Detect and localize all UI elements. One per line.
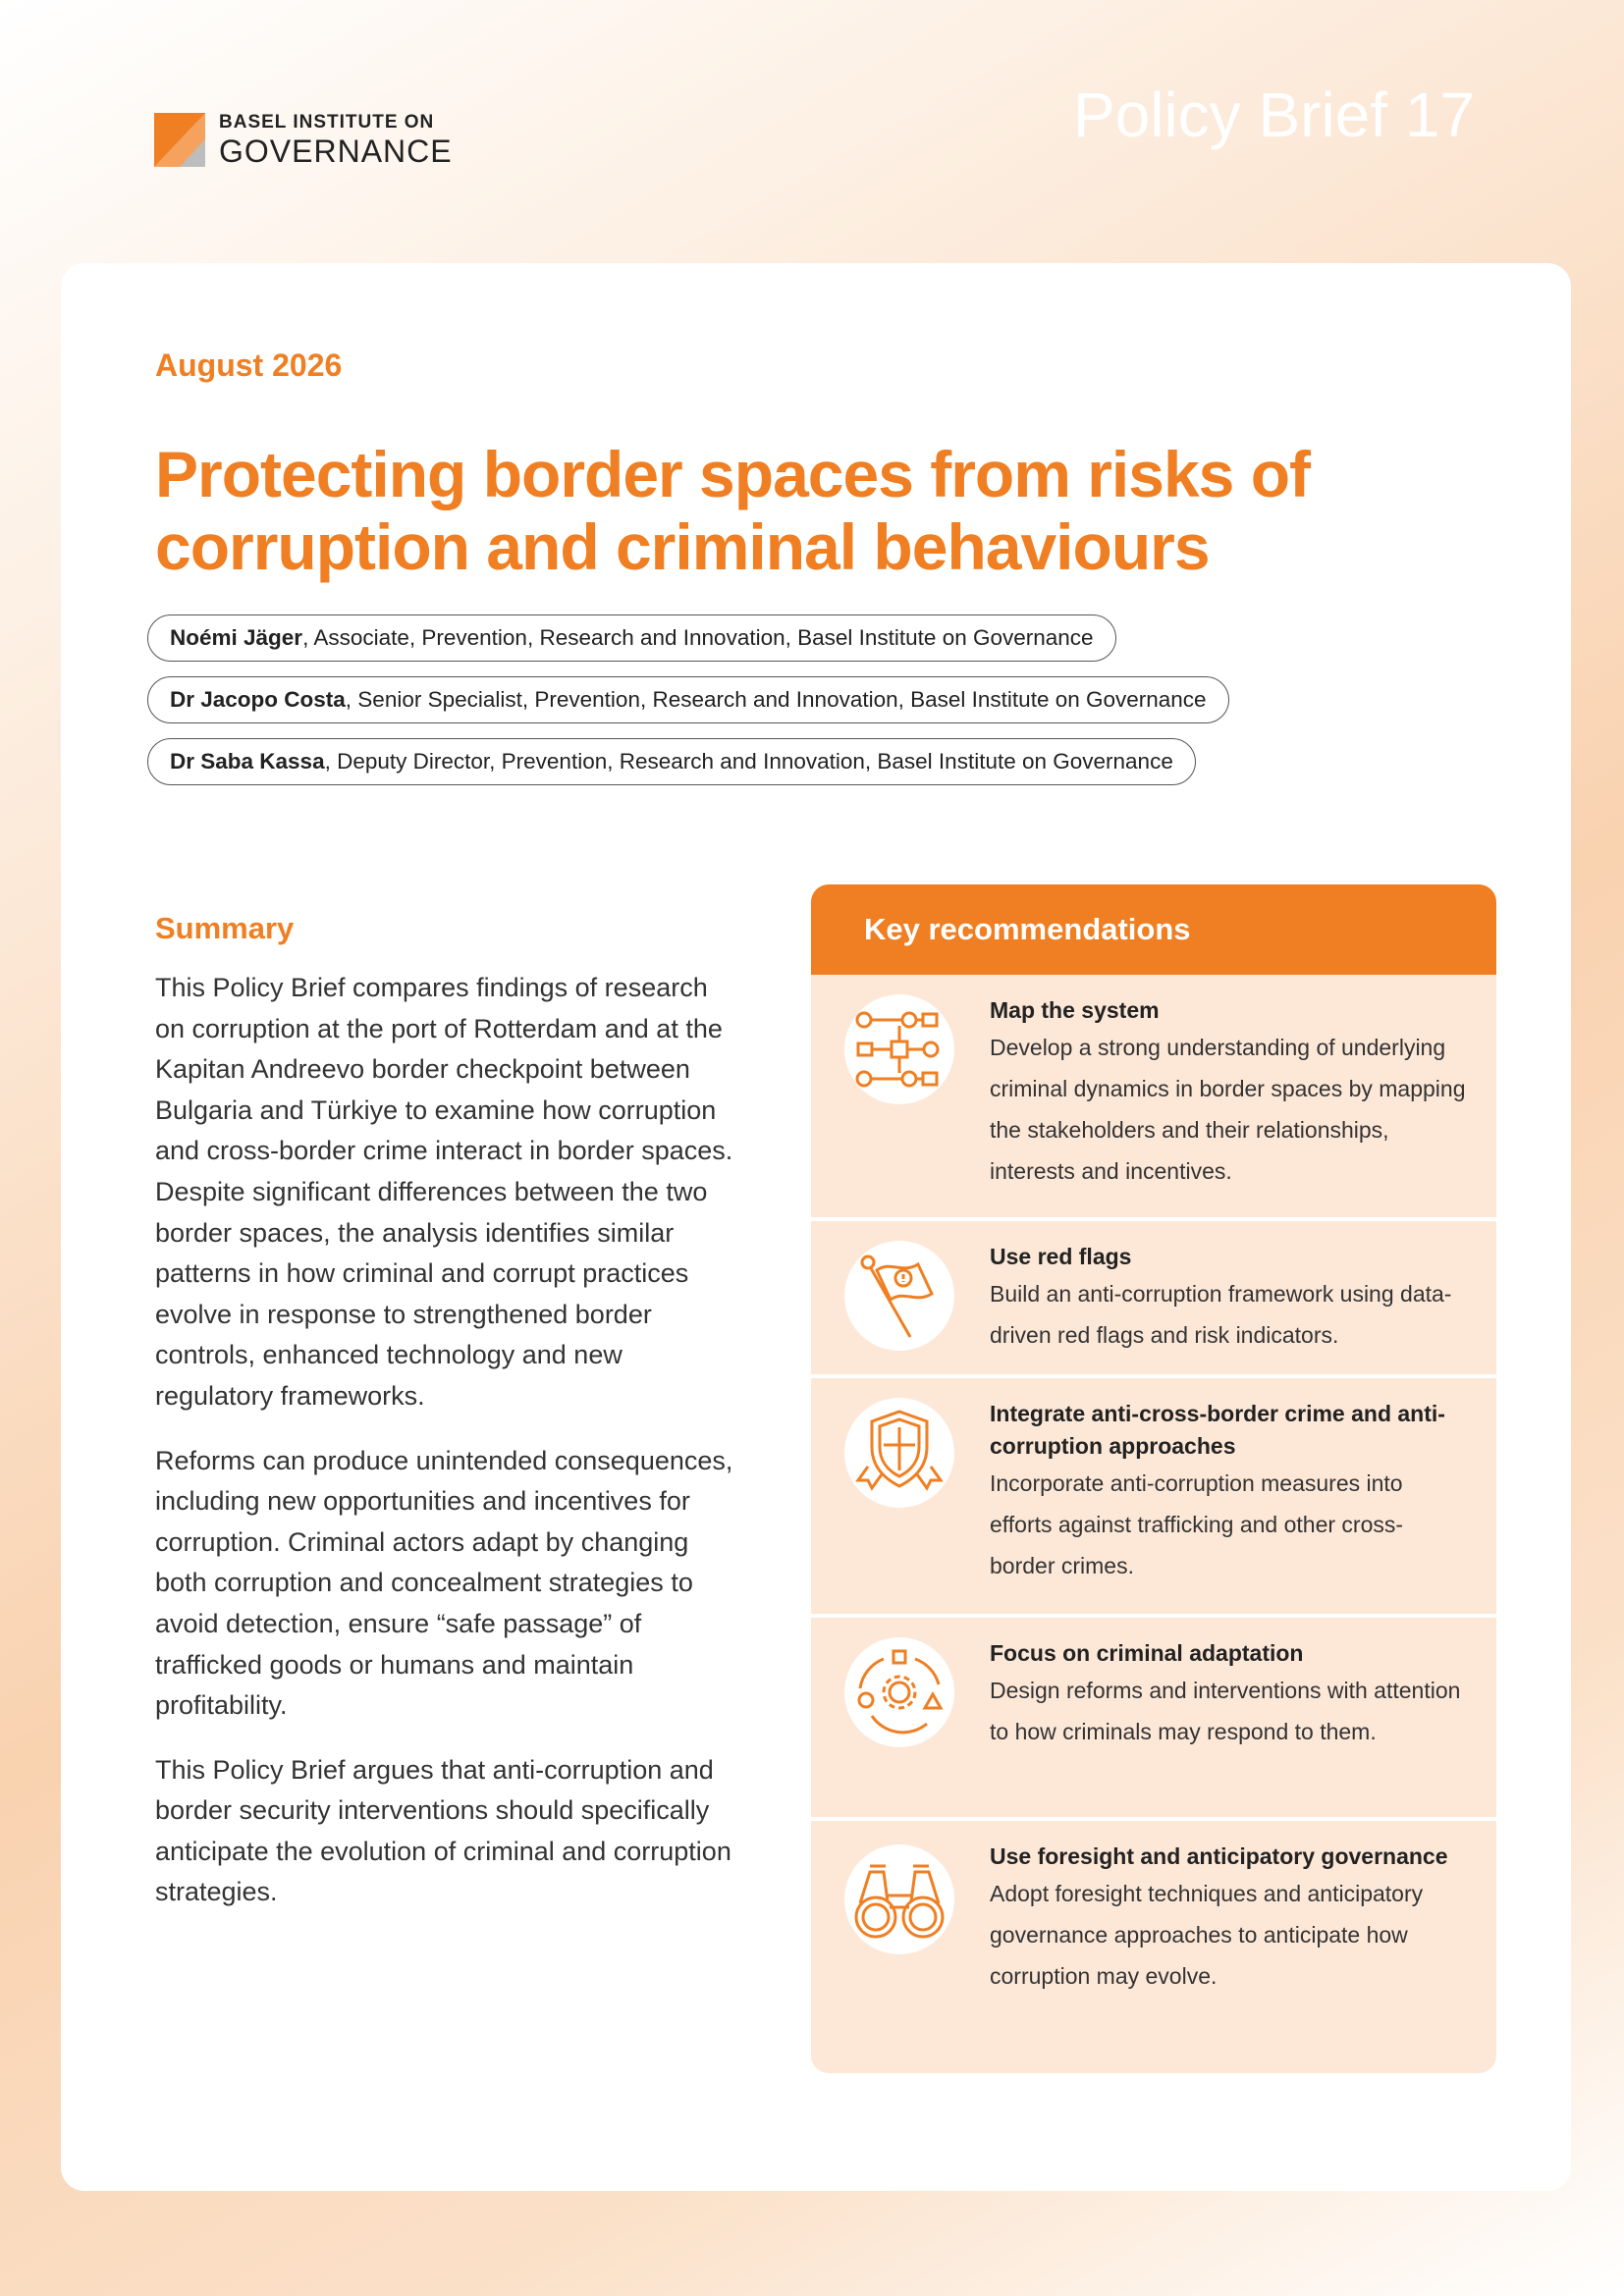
recommendation-title: Integrate anti-cross-border crime and anti-corruption approaches xyxy=(990,1401,1445,1459)
author-role: , Associate, Prevention, Research and Innovation, Basel Institute on Governance xyxy=(302,625,1094,650)
recommendation-item xyxy=(811,975,1496,1221)
summary-heading: Summary xyxy=(155,911,295,945)
content-card xyxy=(61,263,1571,2191)
recommendation-item xyxy=(811,1618,1496,1821)
institute-logo xyxy=(154,113,453,167)
summary-paragraph: Reforms can produce unintended consequences, including new opportunities and incentives for corruption. Criminal actors adapt by changing both corruption and concealment strategies to avoid detection, ensure “safe passage” of trafficked goods or humans and maintain profitability. xyxy=(155,1445,733,1721)
recommendation-item xyxy=(811,1221,1496,1378)
author-pill xyxy=(147,614,1116,662)
recommendation-title: Use red flags xyxy=(990,1244,1132,1269)
recommendation-title: Focus on criminal adaptation xyxy=(990,1640,1304,1666)
author-role: , Deputy Director, Prevention, Research and Innovation, Basel Institute on Governance xyxy=(324,749,1173,774)
recommendation-text: Develop a strong understanding of underlying criminal dynamics in border spaces by mapping the stakeholders and their relationships, interests and incentives. xyxy=(990,1035,1466,1184)
recommendation-text: Adopt foresight techniques and anticipatory governance approaches to anticipate how corruption may evolve. xyxy=(990,1881,1424,1989)
author-name: Noémi Jäger xyxy=(170,625,303,650)
key-recommendations-panel xyxy=(811,884,1496,2073)
brief-title: Protecting border spaces from risks of corruption and criminal behaviours xyxy=(155,438,1311,583)
series-label: Policy Brief 17 xyxy=(1072,80,1475,150)
logo-mark-icon xyxy=(154,113,205,167)
summary-paragraph: This Policy Brief compares findings of research on corruption at the port of Rotterdam and at the Kapitan Andreevo border checkpoint between Bulgaria and Türkiye to examine how corruption and cross-border crime interact in border spaces. Despite significant differences between the two border spaces, the analysis identifies similar patterns in how criminal and corrupt practices evolve in response to strengthened border controls, enhanced technology and new regulatory frameworks. xyxy=(155,973,733,1411)
author-role: , Senior Specialist, Prevention, Research and Innovation, Basel Institute on Governance xyxy=(345,687,1207,712)
author-name: Dr Saba Kassa xyxy=(170,749,325,774)
author-pill xyxy=(147,676,1229,723)
author-list xyxy=(147,614,1229,800)
author-name: Dr Jacopo Costa xyxy=(170,687,346,712)
recommendation-text: Build an anti-corruption framework using data-driven red flags and risk indicators. xyxy=(990,1281,1452,1348)
recommendation-item xyxy=(811,1821,1496,2073)
red-flag-icon xyxy=(844,1241,954,1351)
binoculars-icon xyxy=(844,1844,954,1954)
summary-section xyxy=(155,911,744,1937)
recommendation-title: Map the system xyxy=(990,997,1160,1023)
shield-icon xyxy=(844,1398,954,1508)
recommendations-heading: Key recommendations xyxy=(811,884,1496,975)
logo-line2: GOVERNANCE xyxy=(219,133,453,169)
adaptation-cycle-icon xyxy=(844,1637,954,1747)
publication-date: August 2026 xyxy=(155,347,343,383)
recommendation-title: Use foresight and anticipatory governance xyxy=(990,1843,1448,1869)
logo-line1: BASEL INSTITUTE ON xyxy=(219,112,435,133)
system-map-icon xyxy=(844,994,954,1104)
summary-paragraph: This Policy Brief argues that anti-corruption and border security interventions should specifically anticipate the evolution of criminal and corruption strategies. xyxy=(155,1754,731,1907)
author-pill xyxy=(147,738,1196,785)
recommendation-text: Design reforms and interventions with attention to how criminals may respond to them. xyxy=(990,1678,1461,1744)
recommendation-item xyxy=(811,1378,1496,1618)
recommendation-text: Incorporate anti-corruption measures into efforts against trafficking and other cross-border crimes. xyxy=(990,1470,1404,1578)
